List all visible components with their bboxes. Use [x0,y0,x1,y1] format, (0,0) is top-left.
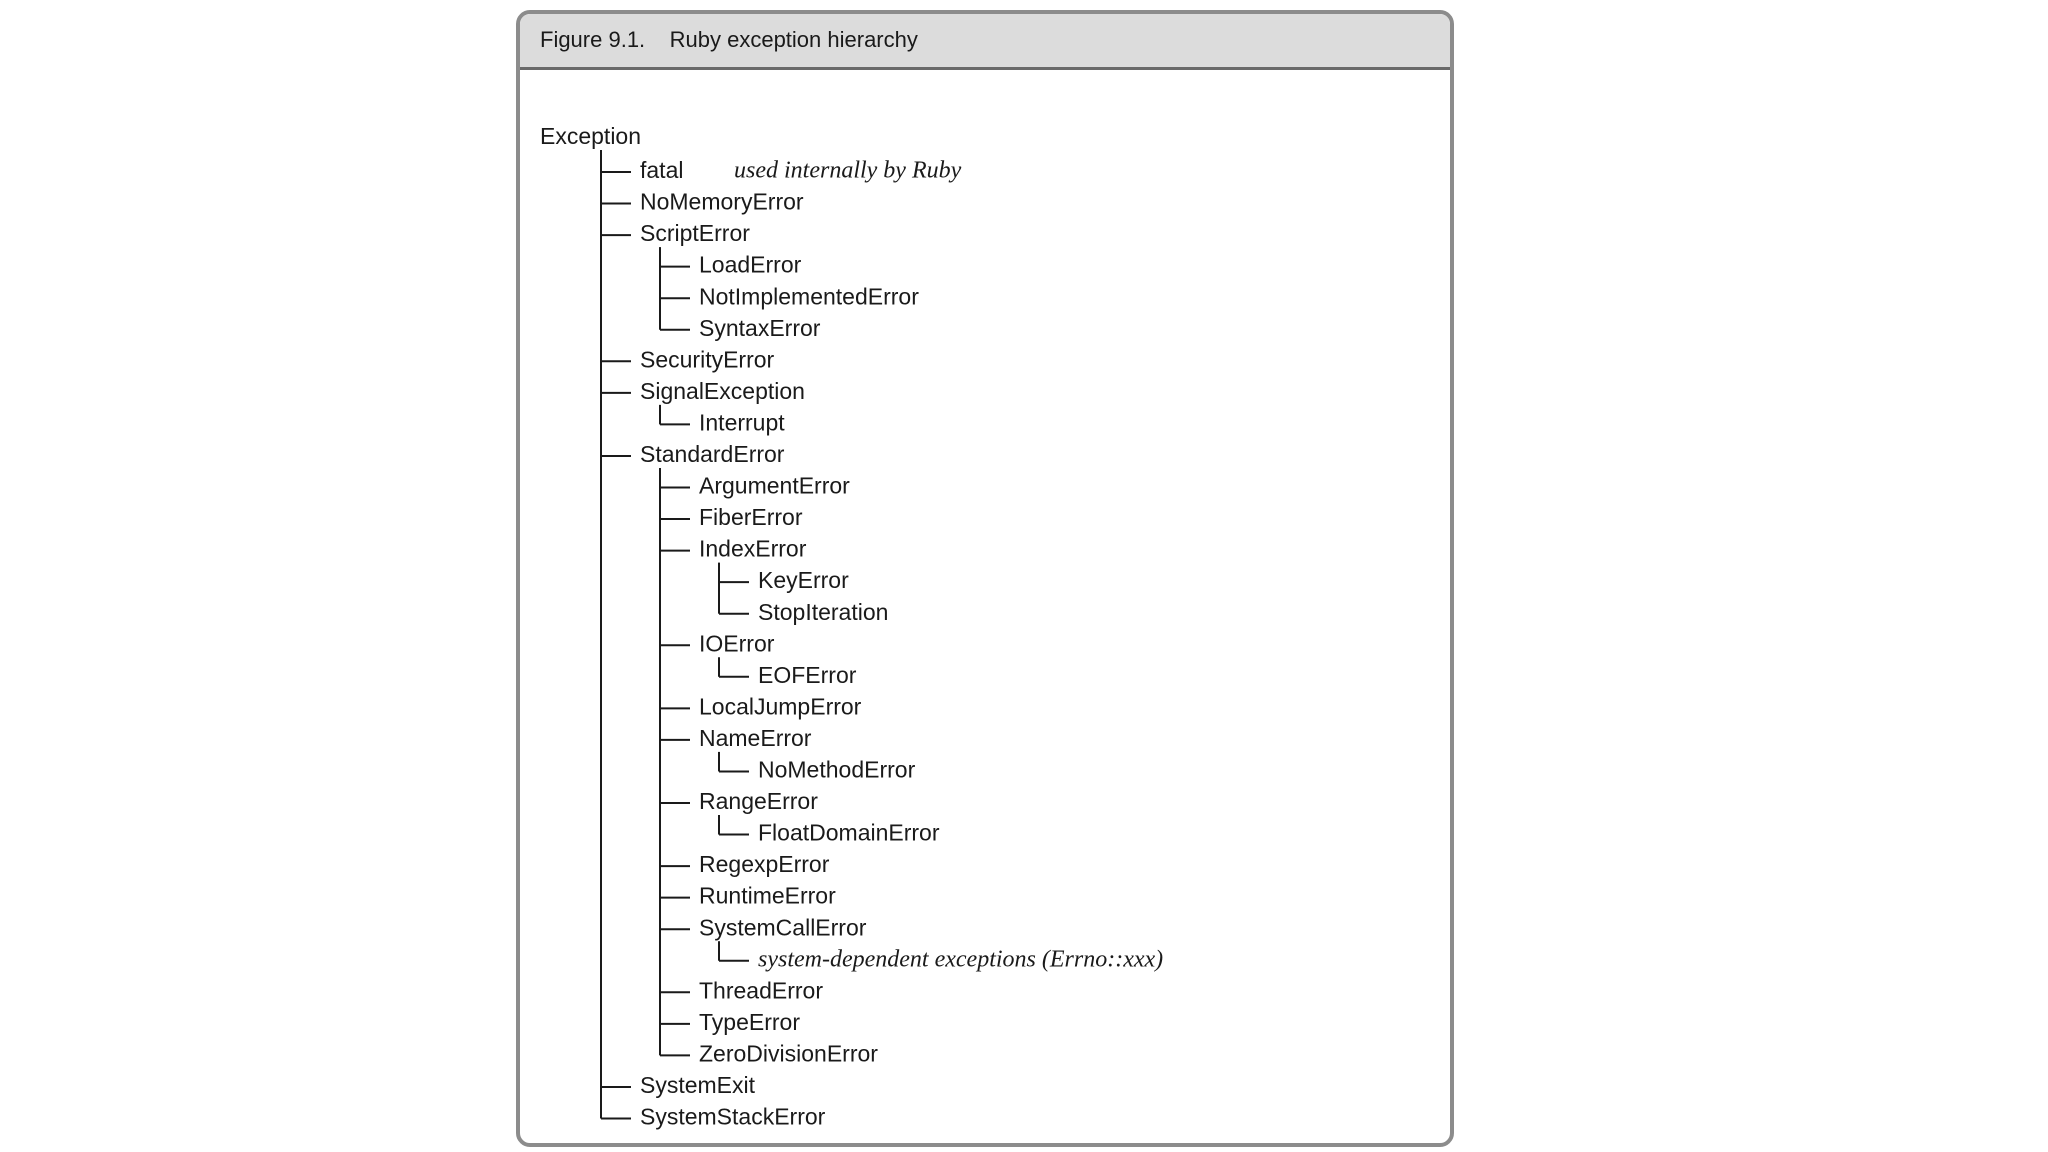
tree-node-label: ThreadError [699,977,823,1004]
tree-node-label: NoMemoryError [640,188,804,215]
tree-node-label: FiberError [699,504,803,531]
tree-node-label: KeyError [758,567,849,594]
tree-node-label: ZeroDivisionError [699,1040,878,1067]
tree-node-label: SystemExit [640,1072,756,1099]
tree-node-label: fatal [640,157,684,184]
tree-node-label: RangeError [699,788,818,815]
tree-node-label: IOError [699,630,775,657]
tree-node-label: NameError [699,724,812,751]
tree-node-label: NoMethodError [758,756,916,783]
tree-node-label: TypeError [699,1008,800,1035]
tree-node-label: StopIteration [758,598,889,625]
tree-node-label: system-dependent exceptions (Errno::xxx) [758,946,1164,973]
tree-node-label: RuntimeError [699,882,836,909]
tree-node-label: FloatDomainError [758,819,940,846]
tree-node-label: LocalJumpError [699,693,862,720]
tree-node-label: RegexpError [699,851,830,878]
tree-node-label: SyntaxError [699,314,821,341]
tree-node-label: NotImplementedError [699,283,919,310]
tree-node-label: Interrupt [699,409,785,436]
figure-number: Figure 9.1. [540,27,646,52]
exception-tree [520,14,1450,1143]
tree-node-label: EOFError [758,661,857,688]
tree-node-label: SystemCallError [699,914,867,941]
figure-title: Ruby exception hierarchy [669,27,918,52]
tree-node-label: IndexError [699,535,807,562]
tree-node-label: SignalException [640,377,805,404]
tree-node-label: SystemStackError [640,1103,826,1130]
figure-box [516,10,1454,1147]
tree-node-label: ArgumentError [699,472,850,499]
tree-node-label: ScriptError [640,220,750,247]
tree-node-label: StandardError [640,441,785,468]
tree-node-label: SecurityError [640,346,775,373]
tree-root: Exception [540,123,642,150]
tree-node-label: LoadError [699,251,802,278]
tree-node-note: used internally by Ruby [734,157,962,184]
